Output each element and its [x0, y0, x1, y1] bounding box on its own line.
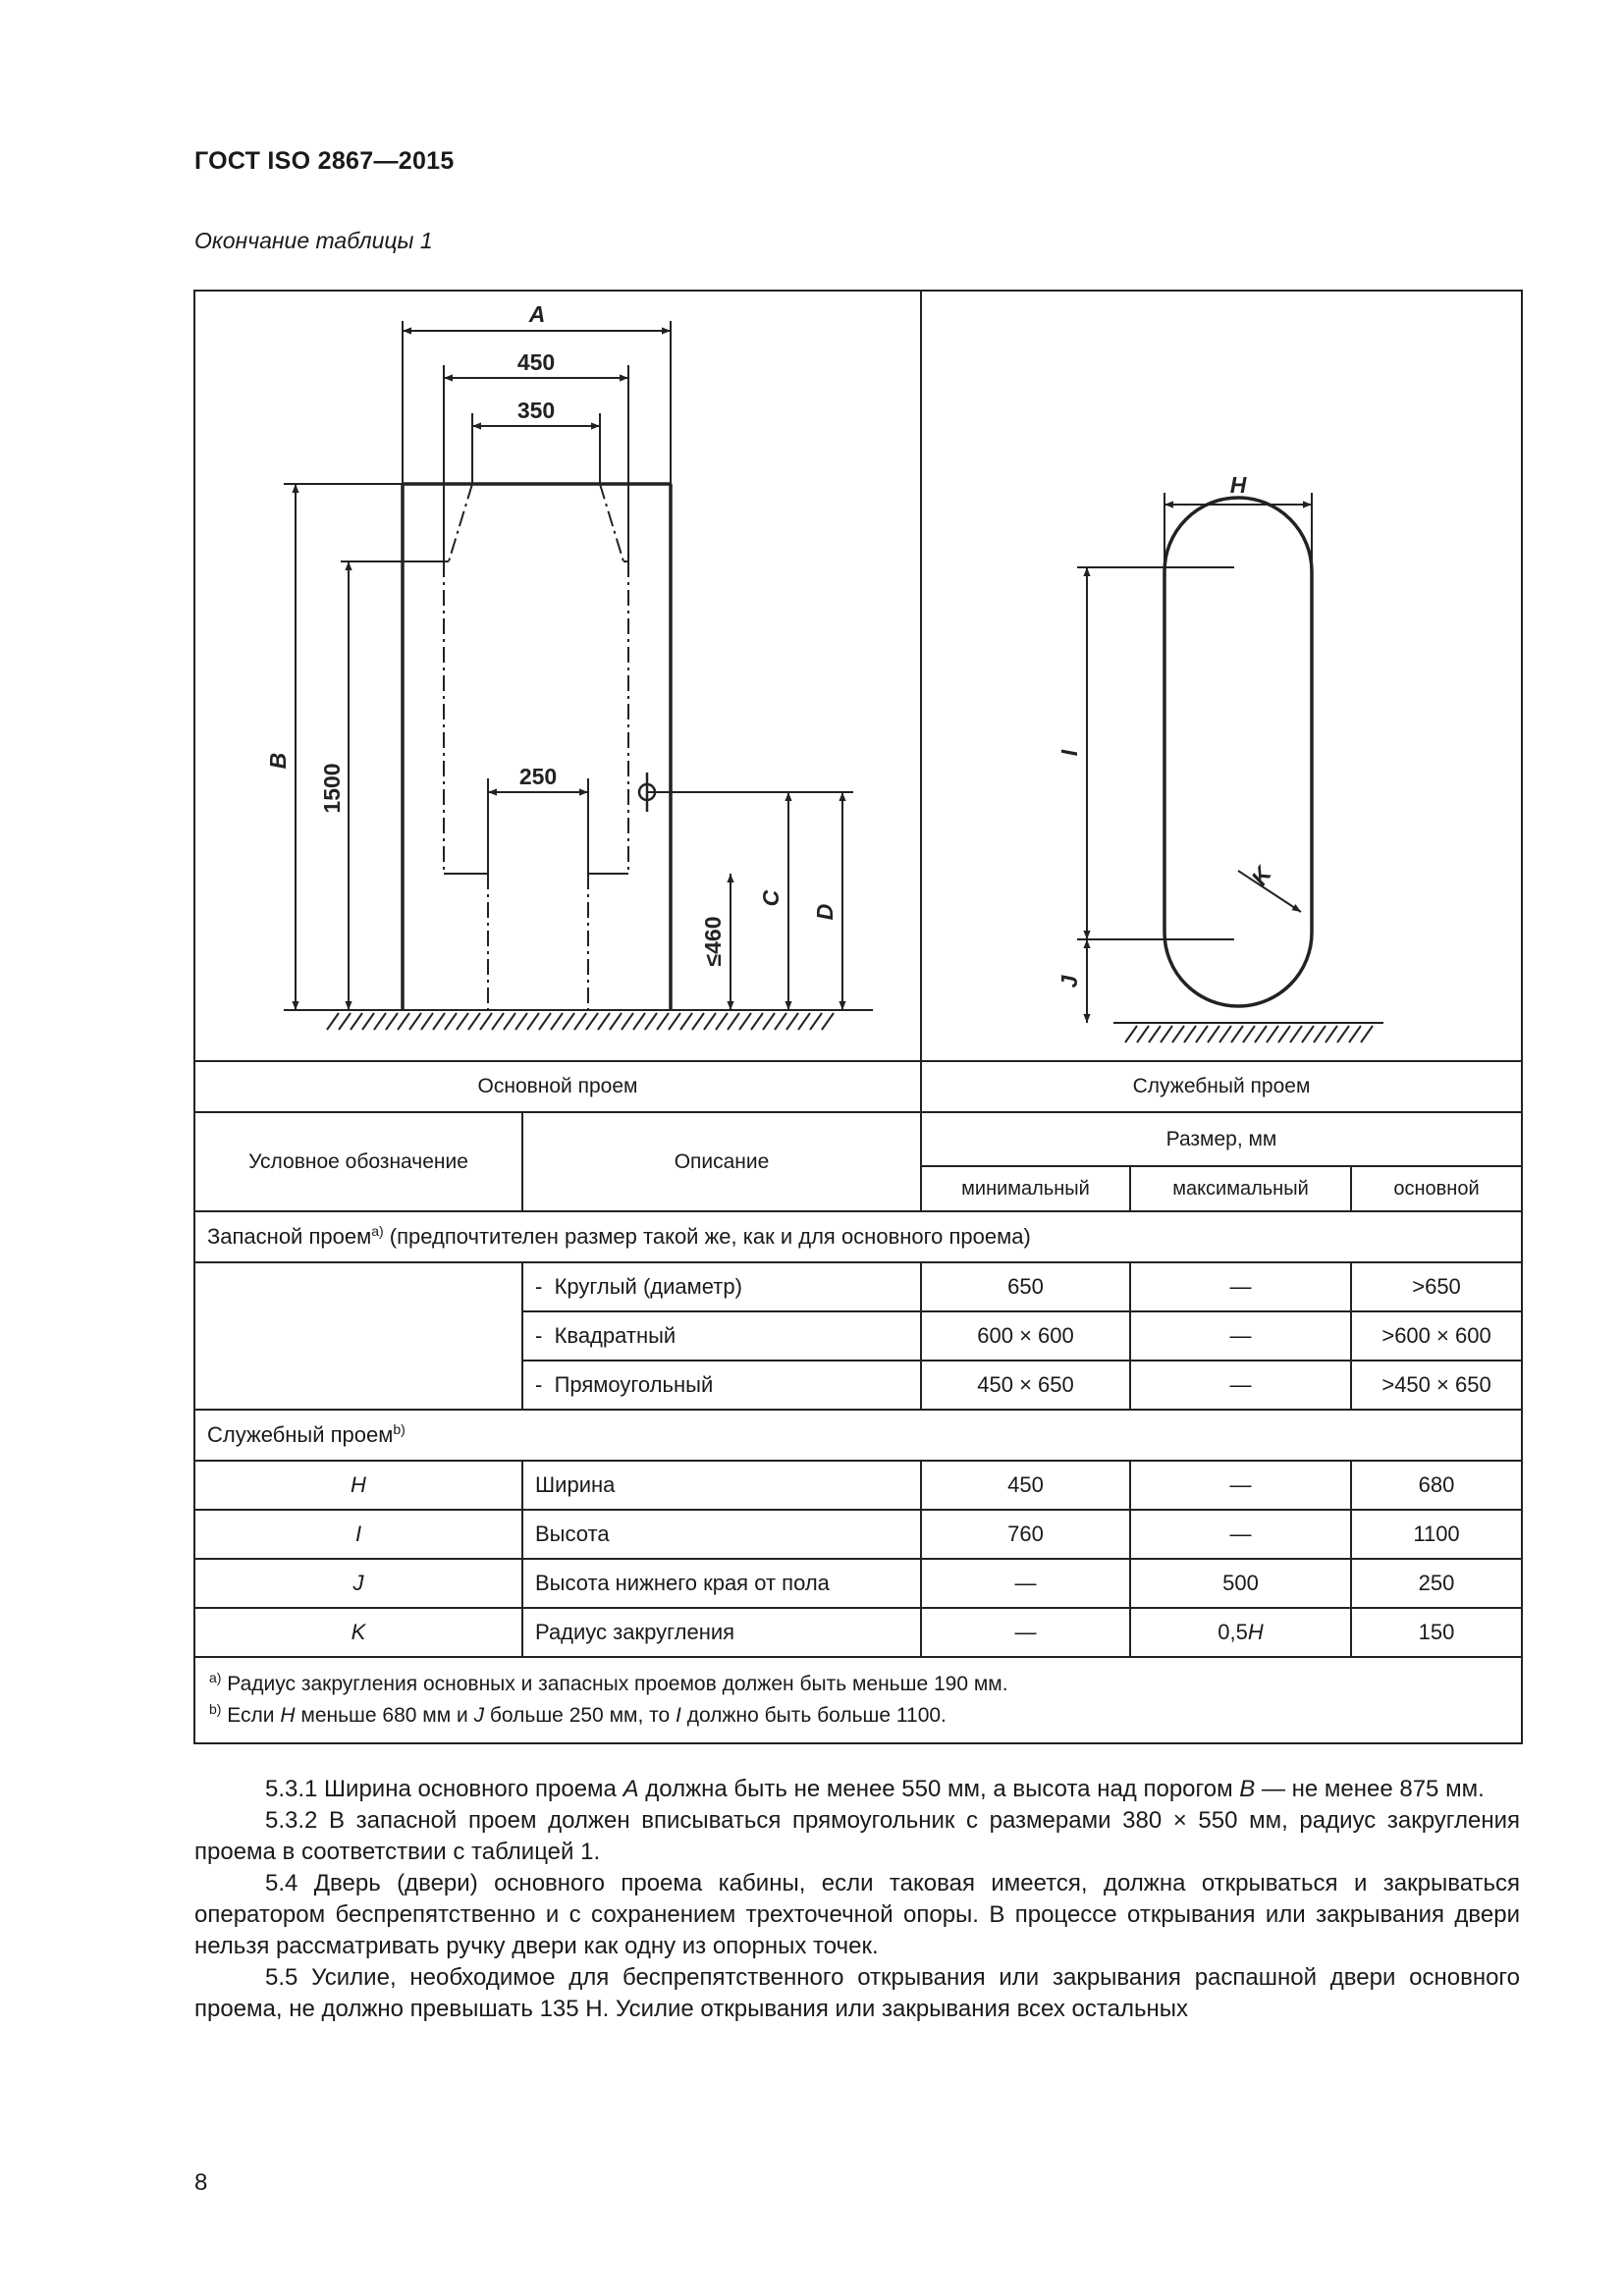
- footnote-b-symbol: I: [676, 1704, 681, 1727]
- table-cell: 150: [1351, 1608, 1522, 1657]
- service-opening-figure: [921, 291, 1522, 1061]
- main-opening-figure: [194, 291, 921, 1061]
- footnote-b-text: должно быть больше 1100.: [680, 1704, 947, 1727]
- footnote-mark-b: b): [393, 1421, 406, 1437]
- label-1500: 1500: [319, 763, 345, 814]
- footnote-b-text: меньше 680 мм и: [295, 1704, 474, 1727]
- table-cell: >450 × 650: [1351, 1361, 1522, 1410]
- radius-max-symbol: H: [1247, 1620, 1264, 1644]
- service-opening-outline: [1164, 498, 1312, 1006]
- table-cell: —: [1130, 1311, 1351, 1361]
- label-250: 250: [518, 764, 558, 789]
- table-cell: 1100: [1351, 1510, 1522, 1559]
- table-cell: —: [1130, 1361, 1351, 1410]
- label-H: H: [1229, 472, 1247, 498]
- label-I: I: [1056, 749, 1082, 757]
- label-B: B: [265, 752, 291, 770]
- floor-hatching: [327, 1013, 834, 1030]
- table-row-desc: [522, 1311, 921, 1361]
- table-cell-desc: Радиус закругления: [522, 1608, 921, 1657]
- openings-table: [193, 290, 1523, 1744]
- paragraph-5-5: 5.5 Усилие, необходимое для беспрепятственного открывания или закрывания распашной двери основного проема, не должно превышать 135 Н. Усилие открывания или закрывания всех остальных: [194, 1964, 1520, 2022]
- footnote-b-symbol: H: [280, 1704, 296, 1727]
- paragraph-text: 5.3.1 Ширина основного проема: [265, 1776, 623, 1802]
- footnote-b-text: Если: [221, 1704, 281, 1727]
- header-min: минимальный: [921, 1166, 1130, 1211]
- page-number: 8: [194, 2169, 208, 2196]
- label-D: D: [812, 903, 838, 921]
- table-cell: 680: [1351, 1461, 1522, 1510]
- paragraph-symbol: B: [1239, 1776, 1256, 1802]
- footnote-b-symbol: J: [473, 1704, 485, 1727]
- section-service-title: Служебный проем: [207, 1422, 394, 1447]
- table-cell: >650: [1351, 1262, 1522, 1311]
- header-basic: основной: [1351, 1166, 1522, 1211]
- spare-square-desc: - Квадратный: [535, 1323, 676, 1348]
- table-cell-radius-max: [1130, 1608, 1351, 1657]
- header-size: Размер, мм: [921, 1112, 1522, 1166]
- table-cell-desc: Высота: [522, 1510, 921, 1559]
- table-row-desc: [522, 1262, 921, 1311]
- table-cell: —: [1130, 1262, 1351, 1311]
- section-spare-rest: (предпочтителен размер такой же, как и для основного проема): [383, 1224, 1031, 1249]
- footnote-a-mark: a): [209, 1670, 222, 1685]
- table-footnotes: [194, 1657, 1522, 1743]
- table-continuation-label: Окончание таблицы 1: [194, 228, 433, 253]
- header-max: максимальный: [1130, 1166, 1351, 1211]
- table-cell: 760: [921, 1510, 1130, 1559]
- table-cell: —: [1130, 1510, 1351, 1559]
- caption-main-opening: Основной проем: [194, 1061, 921, 1112]
- body-text: [194, 1774, 1520, 2025]
- section-spare-opening: [194, 1211, 1522, 1262]
- table-cell-desc: Ширина: [522, 1461, 921, 1510]
- spare-symbol-empty: [194, 1262, 522, 1410]
- caption-service-opening: Служебный проем: [921, 1061, 1522, 1112]
- table-cell: —: [921, 1608, 1130, 1657]
- label-450: 450: [516, 349, 556, 375]
- paragraph-5-4: 5.4 Дверь (двери) основного проема кабины, если таковая имеется, должна открываться и закрываться оператором беспрепятственно и с сохранением трехточечной опоры. В процессе открывания или закрывания двери нельзя рассматривать ручку двери как одну из опорных точек.: [194, 1870, 1520, 1959]
- table-cell: 250: [1351, 1559, 1522, 1608]
- table-cell-symbol: I: [194, 1510, 522, 1559]
- label-C: C: [758, 889, 784, 907]
- label-460: ≤460: [700, 916, 726, 967]
- spare-rect-desc: - Прямоугольный: [535, 1372, 713, 1397]
- label-J: J: [1056, 975, 1082, 988]
- paragraph-5-3-2: 5.3.2 В запасной проем должен вписываться прямоугольник с размерами 380 × 550 мм, радиус закругления проема в соответствии с таблицей 1.: [194, 1807, 1520, 1865]
- footnote-mark-a: a): [371, 1223, 384, 1239]
- table-cell: 650: [921, 1262, 1130, 1311]
- table-cell: >600 × 600: [1351, 1311, 1522, 1361]
- footnote-b: [209, 1700, 1507, 1732]
- footnote-b-mark: b): [209, 1701, 222, 1717]
- header-symbol: Условное обозначение: [194, 1112, 522, 1211]
- section-service-opening: [194, 1410, 1522, 1461]
- label-A: A: [528, 301, 546, 327]
- table-cell-symbol: H: [194, 1461, 522, 1510]
- table-row-desc: [522, 1361, 921, 1410]
- table-cell-desc: Высота нижнего края от пола: [522, 1559, 921, 1608]
- label-K: K: [1246, 862, 1276, 890]
- header-description: Описание: [522, 1112, 921, 1211]
- footnote-b-text: больше 250 мм, то: [484, 1704, 677, 1727]
- floor-hatching-service: [1125, 1026, 1373, 1042]
- table-cell-symbol: K: [194, 1608, 522, 1657]
- table-cell: —: [921, 1559, 1130, 1608]
- footnote-a: [209, 1669, 1507, 1700]
- paragraph-text: должна быть не менее 550 мм, а высота над порогом: [638, 1776, 1240, 1802]
- table-cell: 600 × 600: [921, 1311, 1130, 1361]
- table-cell: 450 × 650: [921, 1361, 1130, 1410]
- table-cell-symbol: J: [194, 1559, 522, 1608]
- document-header: ГОСТ ISO 2867—2015: [194, 147, 455, 175]
- door-outline: [403, 484, 671, 1010]
- table-cell: 500: [1130, 1559, 1351, 1608]
- window-contour: [444, 484, 628, 1010]
- footnote-a-text: Радиус закругления основных и запасных проемов должен быть меньше 190 мм.: [221, 1673, 1008, 1695]
- label-350: 350: [516, 398, 556, 423]
- table-cell: 450: [921, 1461, 1130, 1510]
- spare-round-desc: - Круглый (диаметр): [535, 1274, 742, 1299]
- paragraph-5-3-1: [194, 1774, 1520, 1805]
- radius-max-number: 0,5: [1218, 1620, 1248, 1644]
- paragraph-symbol: A: [623, 1776, 639, 1802]
- table-cell: —: [1130, 1461, 1351, 1510]
- paragraph-text: — не менее 875 мм.: [1255, 1776, 1485, 1802]
- section-spare-title: Запасной проем: [207, 1224, 372, 1249]
